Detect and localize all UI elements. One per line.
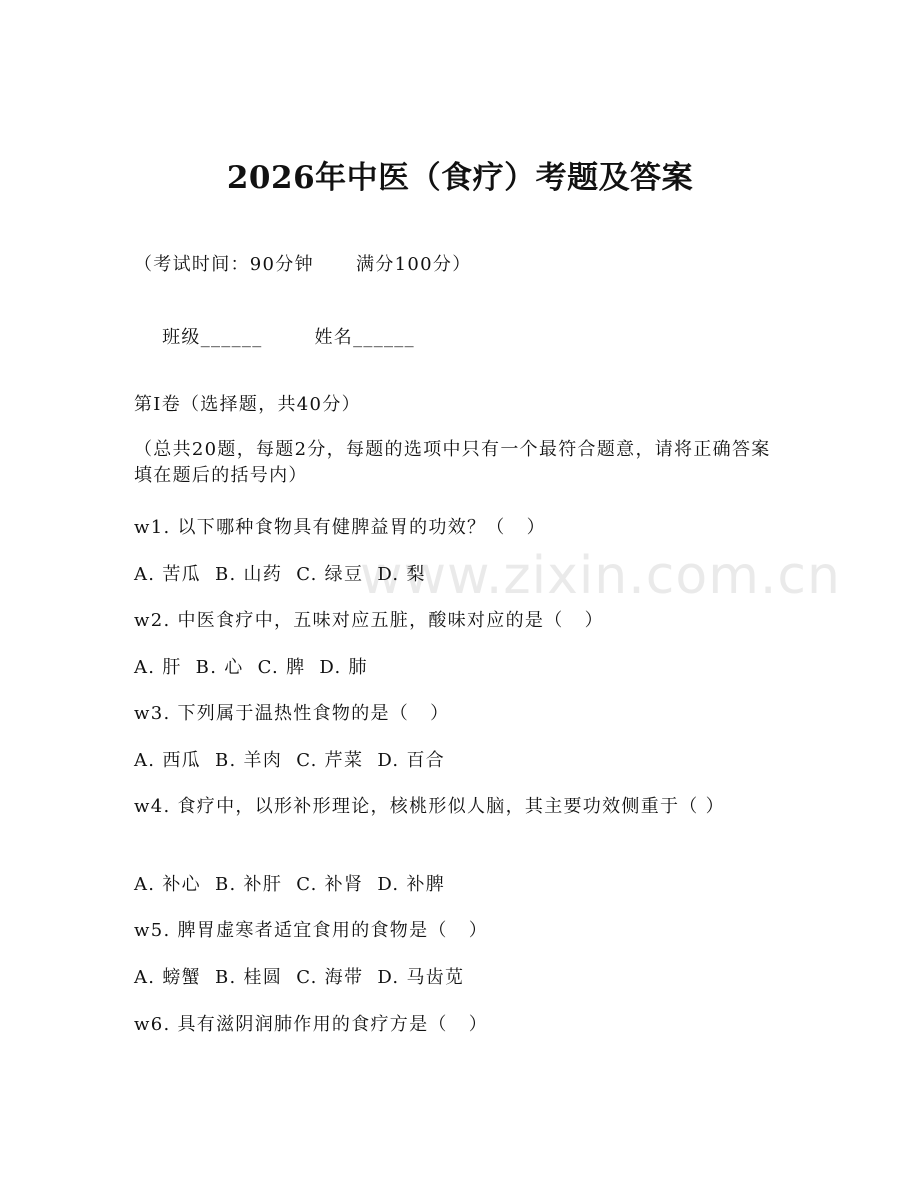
question-4: w4. 食疗中，以形补形理论，核桃形似人脑，其主要功效侧重于（ ）	[134, 796, 725, 817]
instructions: （总共20题，每题2分，每题的选项中只有一个最符合题意，请将正确答案填在题后的括号内）	[134, 439, 771, 486]
student-info-row	[134, 299, 415, 377]
name-field-label: 姓名______	[314, 327, 415, 348]
question-3-options: A. 西瓜 B. 羊肉 C. 芹菜 D. 百合	[134, 750, 446, 771]
class-field-label: 班级______	[162, 327, 263, 348]
exam-info: （考试时间：90分钟 满分100分）	[134, 254, 472, 275]
question-5: w5. 脾胃虚寒者适宜食用的食物是（ ）	[134, 920, 489, 941]
question-1-options: A. 苦瓜 B. 山药 C. 绿豆 D. 梨	[134, 564, 426, 585]
section-title: 第Ⅰ卷（选择题，共40分）	[134, 394, 361, 415]
question-2-options: A. 肝 B. 心 C. 脾 D. 肺	[134, 657, 368, 678]
watermark: www.zixin.com.cn	[360, 546, 841, 606]
document-title: 2026年中医（食疗）考题及答案	[226, 160, 694, 196]
question-1: w1. 以下哪种食物具有健脾益胃的功效？（ ）	[134, 517, 546, 538]
question-6: w6. 具有滋阴润肺作用的食疗方是（ ）	[134, 1014, 489, 1035]
question-4-options: A. 补心 B. 补肝 C. 补肾 D. 补脾	[134, 874, 446, 895]
question-2: w2. 中医食疗中，五味对应五脏，酸味对应的是（ ）	[134, 610, 604, 631]
question-3: w3. 下列属于温热性食物的是（ ）	[134, 703, 450, 724]
question-5-options: A. 螃蟹 B. 桂圆 C. 海带 D. 马齿苋	[134, 967, 465, 988]
